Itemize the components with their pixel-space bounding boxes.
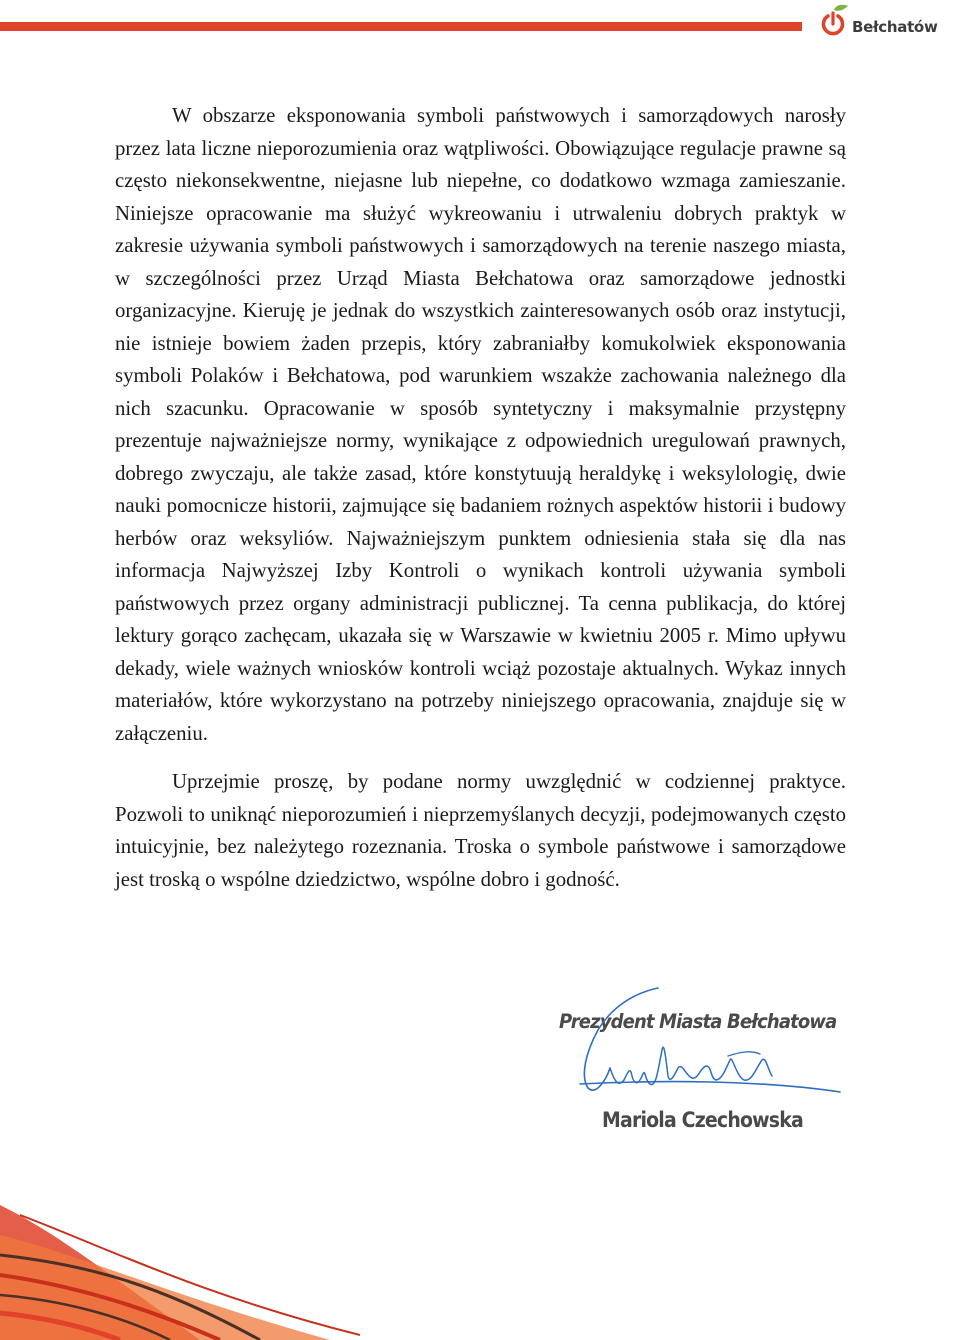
logo-text: Bełchatów — [852, 18, 938, 36]
paragraph: W obszarze eksponowania symboli państwowych i samorządowych narosły przez lata liczne nieporozumienia oraz wątpliwości. Obowiązujące regulacje prawne są często niekonsekwentne, niejasne lub niepełne, co dodatkowo wzmaga zamieszanie. Niniejsze opracowanie ma służyć wykreowaniu i utrwaleniu dobrych praktyk w zakresie używania symboli państwowych i samorządowych na terenie naszego miasta, w szczególności przez Urząd Miasta Bełchatowa oraz samorządowe jednostki organizacyjne. Kieruję je jednak do wszystkich zainteresowanych osób oraz instytucji, nie istnieje bowiem żaden przepis, który zabraniałby komukolwiek eksponowania symboli Polaków i Bełchatowa, pod warunkiem wszakże zachowania należnego dla nich szacunku. Opracowanie w sposób syntetyczny i maksymalnie przystępny prezentuje najważniejsze normy, wynikające z odpowiednich uregulowań prawnych, dobrego zwyczaju, ale także zasad, które konstytuują heraldykę i weksylologię, dwie nauki pomocnicze historii, zajmujące się badaniem rożnych aspektów historii i budowy herbów oraz weksyliów. Najważniejszym punktem odniesienia stała się dla nas informacja Najwyższej Izby Kontroli o wynikach kontroli używania symboli państwowych przez organy administracji publicznej. Ta cenna publikacja, do której lektury gorąco zachęcam, ukazała się w Warszawie w kwietniu 2005 r. Mimo upływu dekady, wiele ważnych wniosków kontroli wciąż pozostaje aktualnych. Wykaz innych materiałów, które wykorzystano na potrzeby niniejszego opracowania, znajduje się w załączeniu. — [115, 104, 846, 745]
apple-logo-icon — [818, 4, 852, 40]
header-accent-bar — [0, 22, 802, 31]
letter-body — [115, 100, 846, 896]
paragraph: Uprzejmie proszę, by podane normy uwzględnić w codziennej praktyce. Pozwoli to uniknąć nieporozumień i nieprzemyślanych decyzji, podejmowanych często intuicyjnie, bez należytego rozeznania. Troska o symbole państwowe i samorządowe jest troską o wspólne dziedzictwo, wspólne dobro i godność. — [115, 770, 846, 891]
signer-name: Mariola Czechowska — [602, 1108, 803, 1132]
decorative-wave — [0, 1195, 360, 1340]
signature-block — [540, 980, 860, 1140]
signature-title: Prezydent Miasta Bełchatowa — [559, 1010, 837, 1033]
belchatow-logo — [818, 4, 948, 40]
